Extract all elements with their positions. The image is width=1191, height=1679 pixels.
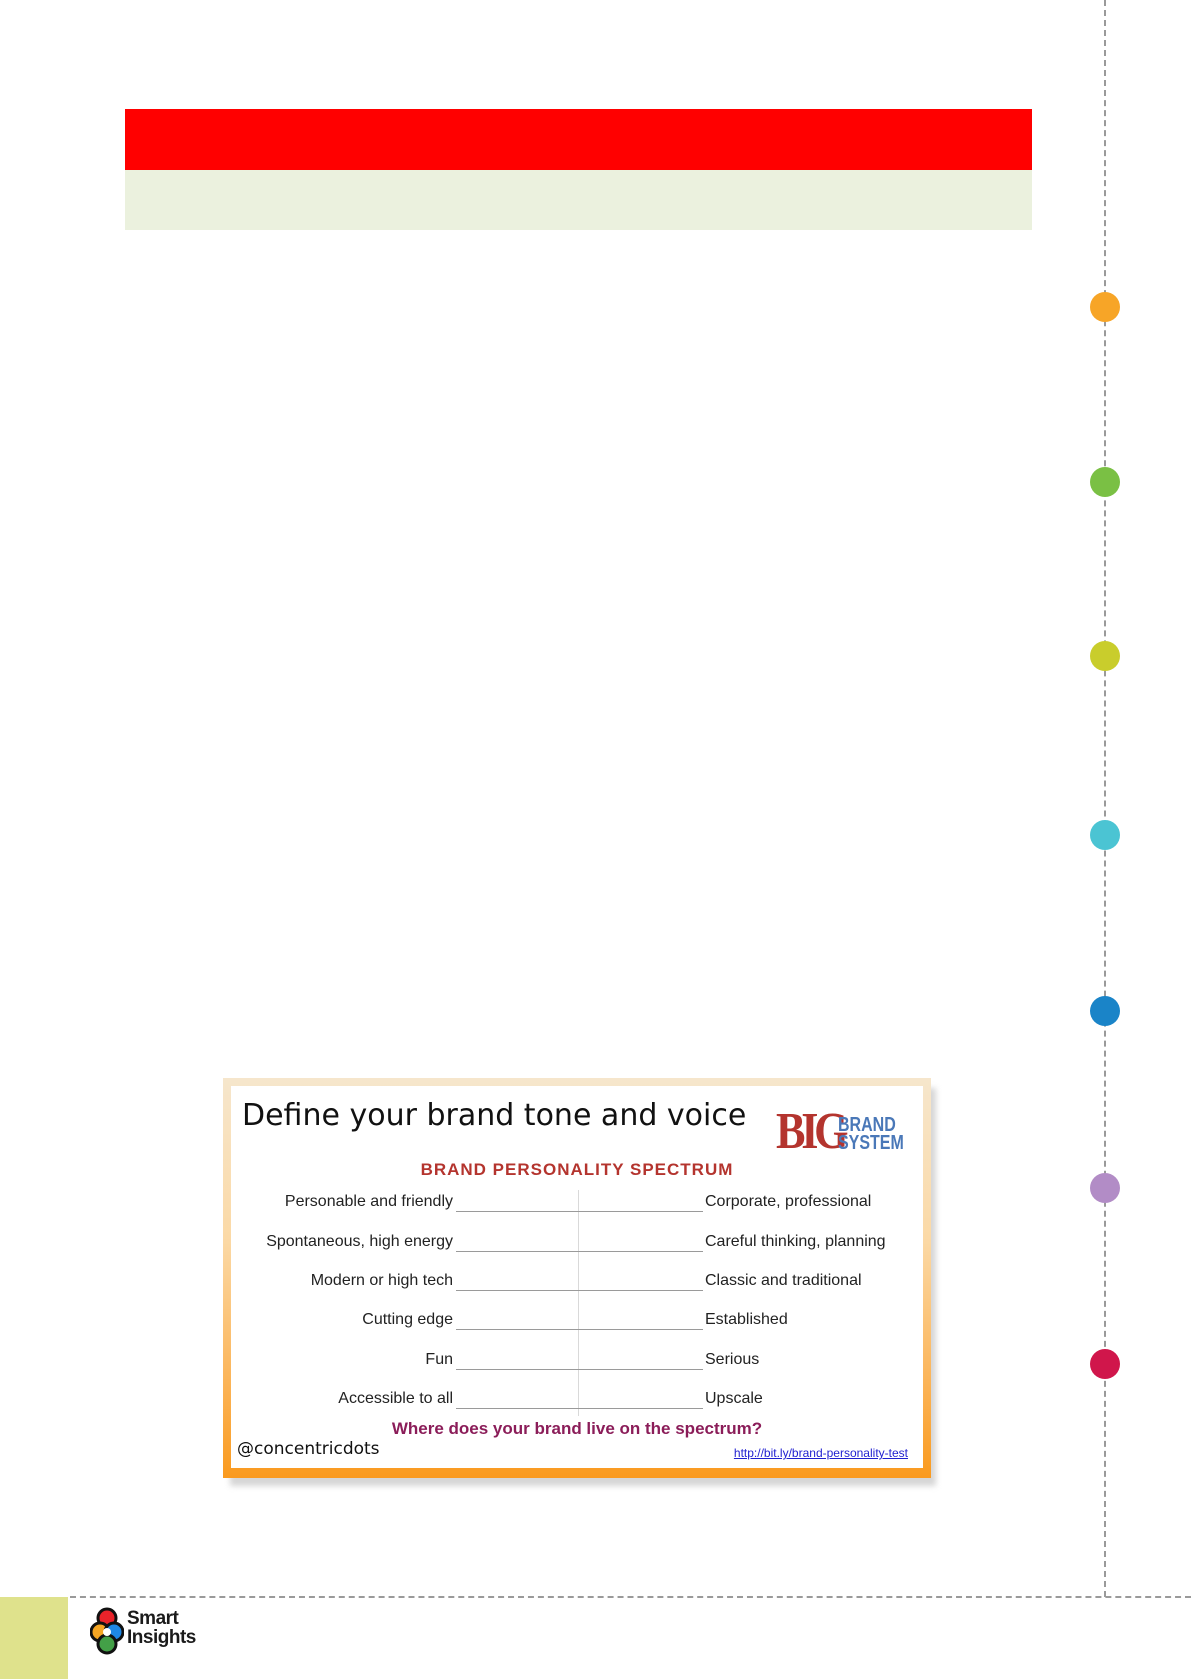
logo-line-1: Smart — [127, 1608, 179, 1629]
spectrum-left-label: Accessible to all — [338, 1390, 453, 1407]
spectrum-question: Where does your brand live on the spectrum? — [391, 1419, 763, 1438]
timeline-dot — [1090, 820, 1120, 850]
spectrum-row — [231, 1233, 923, 1257]
footer-divider — [70, 1596, 1191, 1598]
spectrum-track — [456, 1408, 703, 1409]
spectrum-right-label: Classic and traditional — [705, 1272, 862, 1289]
spectrum-left-label: Fun — [425, 1351, 453, 1368]
logo-line-2: Insights — [127, 1627, 196, 1648]
timeline-dot — [1090, 641, 1120, 671]
spectrum-track — [456, 1369, 703, 1370]
logo-wordmark — [127, 1609, 196, 1647]
spectrum-left-label: Personable and friendly — [284, 1193, 453, 1210]
timeline-dot — [1090, 292, 1120, 322]
timeline-dot — [1090, 996, 1120, 1026]
subheader-band — [125, 170, 1032, 230]
spectrum-row — [231, 1311, 923, 1335]
spectrum-track — [456, 1329, 703, 1330]
smart-insights-logo — [90, 1607, 210, 1657]
spectrum-track — [456, 1290, 703, 1291]
spectrum-track — [456, 1251, 703, 1252]
big-brand-system-logo — [776, 1103, 904, 1162]
footer-color-block — [0, 1597, 68, 1679]
brand-personality-card — [223, 1078, 931, 1478]
logo-brand-word: BRAND — [838, 1114, 896, 1136]
header-band — [125, 109, 1032, 170]
spectrum-row — [231, 1272, 923, 1296]
spectrum-row — [231, 1390, 923, 1414]
timeline-dot — [1090, 1349, 1120, 1379]
card-title: Define your brand tone and voice — [242, 1098, 747, 1133]
spectrum-left-label: Spontaneous, high energy — [266, 1233, 453, 1250]
logo-brand-system-text — [838, 1116, 904, 1152]
spectrum-right-label: Established — [705, 1311, 788, 1328]
timeline-dot — [1090, 1173, 1120, 1203]
twitter-handle: @concentricdots — [237, 1439, 380, 1459]
spectrum-right-label: Corporate, professional — [705, 1193, 872, 1210]
spectrum-left-label: Cutting edge — [362, 1311, 453, 1328]
logo-big-text: BIG — [776, 1103, 845, 1160]
spectrum-left-label: Modern or high tech — [310, 1272, 453, 1289]
brand-personality-test-link[interactable]: http://bit.ly/brand-personality-test — [733, 1446, 908, 1460]
spectrum-heading: BRAND PERSONALITY SPECTRUM — [420, 1160, 734, 1179]
spectrum-right-label: Upscale — [705, 1390, 763, 1407]
spectrum-track — [456, 1211, 703, 1212]
spectrum-row — [231, 1351, 923, 1375]
timeline-dot — [1090, 467, 1120, 497]
spectrum-row — [231, 1193, 923, 1217]
spectrum-right-label: Careful thinking, planning — [705, 1233, 886, 1250]
logo-system-word: SYSTEM — [838, 1132, 904, 1154]
spectrum-right-label: Serious — [705, 1351, 760, 1368]
card-body — [231, 1086, 923, 1468]
smart-insights-logo-icon — [90, 1607, 124, 1655]
spectrum-center-line — [578, 1190, 579, 1416]
